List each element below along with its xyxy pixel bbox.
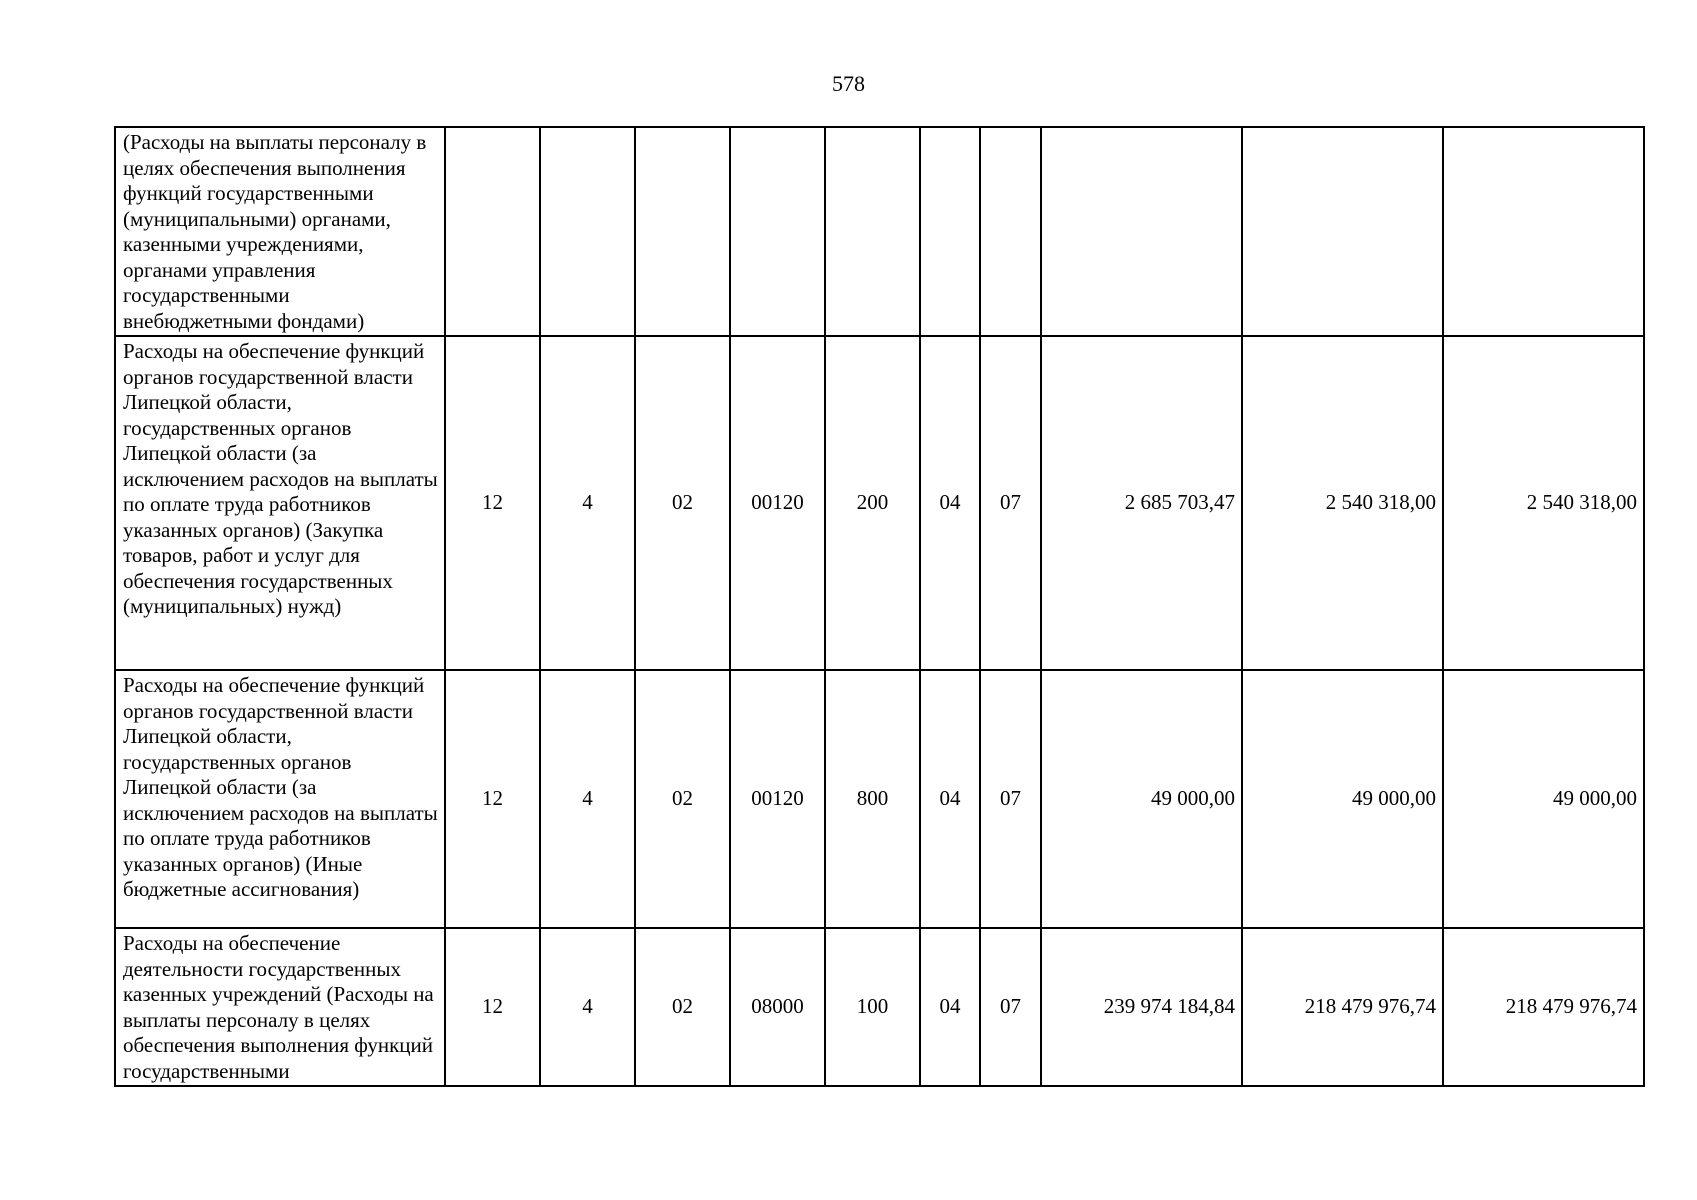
table-row <box>115 336 1644 670</box>
amount-cell: 2 540 318,00 <box>1443 336 1644 670</box>
code-cell: 100 <box>825 928 920 1086</box>
row-description: (Расходы на выплаты персоналу в целях обеспечения выполнения функций государственными (муниципальными) органами, казенными учреждениями, органами управления государственными внебюджетными фондами) <box>115 127 445 336</box>
amount-cell <box>1242 127 1443 336</box>
code-cell: 02 <box>635 336 730 670</box>
code-cell: 00120 <box>730 670 825 928</box>
code-cell: 12 <box>445 928 540 1086</box>
code-cell: 4 <box>540 670 635 928</box>
table-row <box>115 127 1644 336</box>
code-cell: 4 <box>540 336 635 670</box>
code-cell: 02 <box>635 670 730 928</box>
code-cell: 07 <box>980 336 1041 670</box>
code-cell: 200 <box>825 336 920 670</box>
amount-cell: 2 540 318,00 <box>1242 336 1443 670</box>
code-cell <box>540 127 635 336</box>
amount-cell: 239 974 184,84 <box>1041 928 1242 1086</box>
amount-cell: 49 000,00 <box>1041 670 1242 928</box>
code-cell: 12 <box>445 670 540 928</box>
code-cell: 08000 <box>730 928 825 1086</box>
code-cell <box>920 127 980 336</box>
code-cell <box>635 127 730 336</box>
row-description: Расходы на обеспечение функций органов государственной власти Липецкой области, государственных органов Липецкой области (за исключением расходов на выплаты по оплате труда работников указанных органов) (Иные бюджетные ассигнования) <box>115 670 445 928</box>
code-cell <box>825 127 920 336</box>
budget-table <box>114 126 1645 1087</box>
amount-cell: 218 479 976,74 <box>1242 928 1443 1086</box>
code-cell: 00120 <box>730 336 825 670</box>
code-cell: 04 <box>920 670 980 928</box>
amount-cell <box>1041 127 1242 336</box>
code-cell: 04 <box>920 336 980 670</box>
code-cell <box>445 127 540 336</box>
row-description: Расходы на обеспечение деятельности государственных казенных учреждений (Расходы на выплаты персоналу в целях обеспечения выполнения функций государственными <box>115 928 445 1086</box>
table-row <box>115 928 1644 1086</box>
code-cell: 800 <box>825 670 920 928</box>
code-cell: 02 <box>635 928 730 1086</box>
code-cell <box>730 127 825 336</box>
code-cell: 07 <box>980 670 1041 928</box>
code-cell: 04 <box>920 928 980 1086</box>
amount-cell: 218 479 976,74 <box>1443 928 1644 1086</box>
code-cell: 12 <box>445 336 540 670</box>
amount-cell: 49 000,00 <box>1242 670 1443 928</box>
page-number: 578 <box>832 71 865 96</box>
amount-cell: 2 685 703,47 <box>1041 336 1242 670</box>
code-cell: 4 <box>540 928 635 1086</box>
amount-cell <box>1443 127 1644 336</box>
amount-cell: 49 000,00 <box>1443 670 1644 928</box>
code-cell <box>980 127 1041 336</box>
row-description: Расходы на обеспечение функций органов государственной власти Липецкой области, государственных органов Липецкой области (за исключением расходов на выплаты по оплате труда работников указанных органов) (Закупка товаров, работ и услуг для обеспечения государственных (муниципальных) нужд) <box>115 336 445 670</box>
code-cell: 07 <box>980 928 1041 1086</box>
table-row <box>115 670 1644 928</box>
